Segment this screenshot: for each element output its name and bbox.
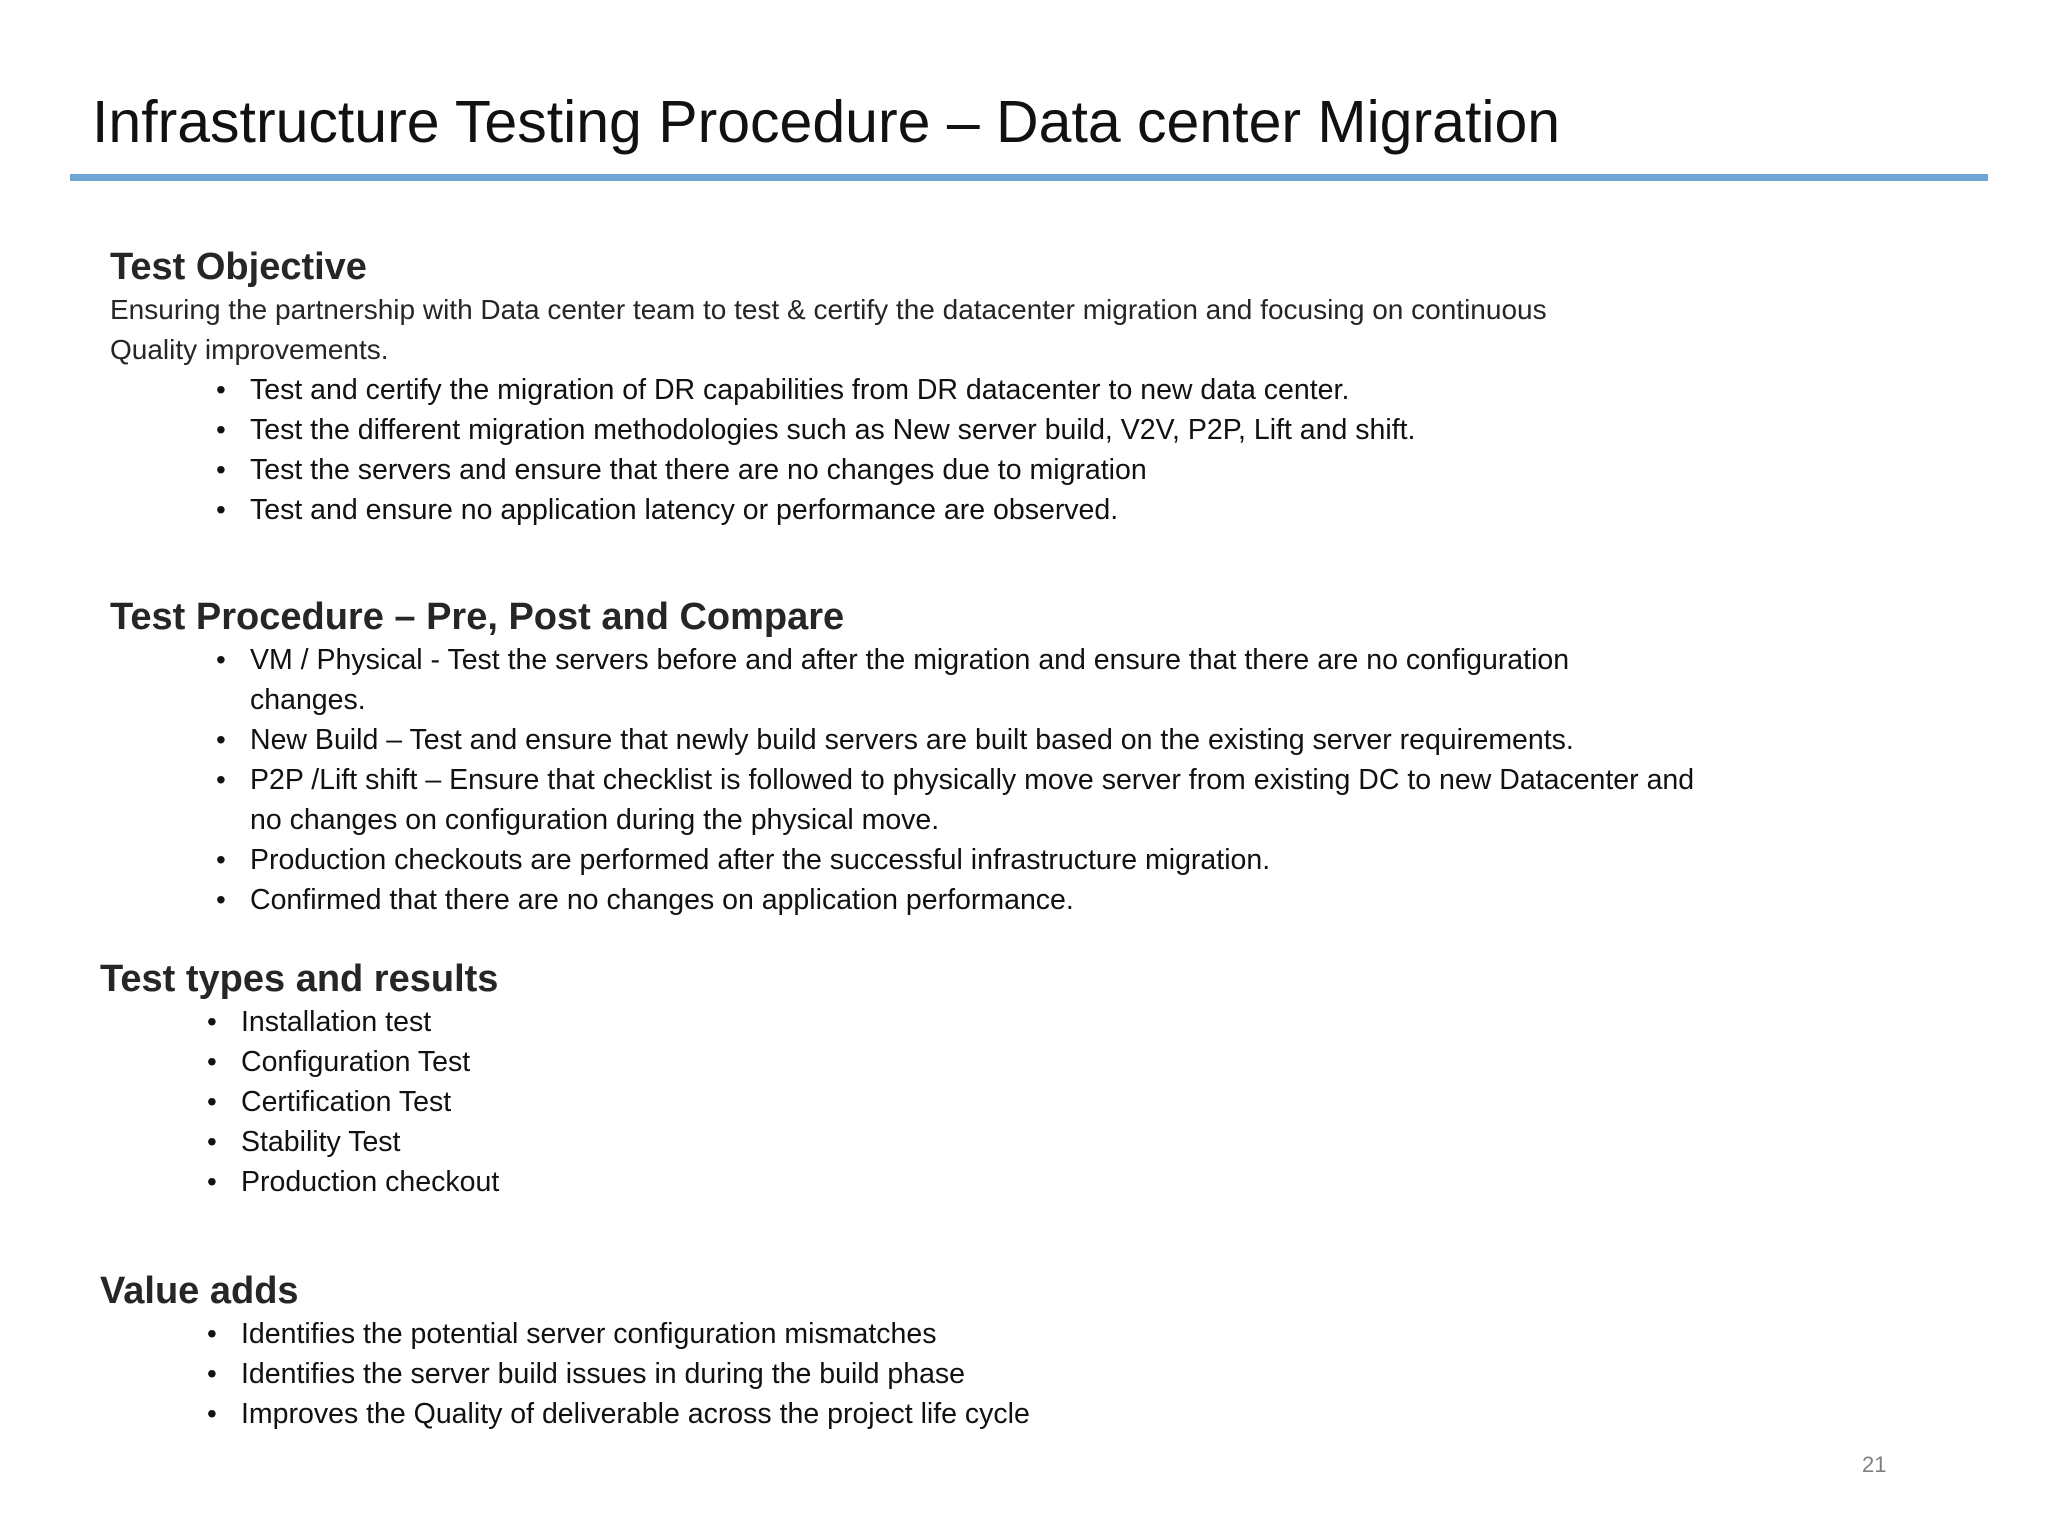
section-test-types xyxy=(100,956,499,1202)
list-item xyxy=(207,1314,1030,1354)
section-heading: Test types and results xyxy=(100,958,499,1000)
bullet-icon: • xyxy=(207,1046,217,1077)
list-item-text: Test the different migration methodologies such as New server build, V2V, P2P, Lift and shift. xyxy=(250,414,1416,446)
section-paragraph xyxy=(110,290,1810,370)
bullet-icon: • xyxy=(207,1398,217,1429)
list-item-text: Installation test xyxy=(241,1006,432,1038)
list-item-text: Confirmed that there are no changes on application performance. xyxy=(250,884,1074,916)
list-item-text: VM / Physical - Test the servers before and after the migration and ensure that there are no configuration xyxy=(250,644,1570,676)
list-item xyxy=(216,410,1810,450)
paragraph-line: Quality improvements. xyxy=(110,334,389,365)
list-item xyxy=(207,1002,499,1042)
bullet-icon: • xyxy=(207,1006,217,1037)
list-item-text: Identifies the server build issues in during the build phase xyxy=(241,1358,966,1390)
list-item-text: Production checkouts are performed after the successful infrastructure migration. xyxy=(250,844,1271,876)
bullet-icon: • xyxy=(207,1318,217,1349)
bullet-icon: • xyxy=(207,1126,217,1157)
list-item xyxy=(216,880,1694,920)
list-item xyxy=(207,1162,500,1202)
page-number: 21 xyxy=(1862,1452,1887,1477)
bullet-icon: • xyxy=(216,884,226,915)
list-item xyxy=(216,450,1810,490)
bullet-icon: • xyxy=(216,764,226,795)
bullet-list xyxy=(207,1002,500,1202)
list-item xyxy=(207,1394,1030,1434)
section-heading: Test Procedure – Pre, Post and Compare xyxy=(110,596,845,638)
list-item xyxy=(207,1122,499,1162)
paragraph-line: Ensuring the partnership with Data center team to test & certify the datacenter migration and focusing on continuous xyxy=(110,294,1547,325)
list-item-text: Identifies the potential server configuration mismatches xyxy=(241,1318,937,1350)
list-item-text: Test the servers and ensure that there are no changes due to migration xyxy=(250,454,1147,486)
list-item xyxy=(216,640,1694,720)
list-item-text: Certification Test xyxy=(241,1086,452,1118)
section-heading: Test Objective xyxy=(110,246,367,288)
bullet-icon: • xyxy=(216,494,226,525)
bullet-list xyxy=(216,640,1695,920)
list-item-text: Configuration Test xyxy=(241,1046,471,1078)
bullet-icon: • xyxy=(207,1086,217,1117)
bullet-icon: • xyxy=(216,374,226,405)
bullet-list xyxy=(207,1314,1030,1434)
list-item xyxy=(207,1042,499,1082)
list-item xyxy=(216,720,1694,760)
list-item xyxy=(216,760,1695,840)
list-item xyxy=(207,1354,1030,1394)
title-underline xyxy=(70,174,1988,181)
bullet-icon: • xyxy=(216,844,226,875)
list-item-text: Test and ensure no application latency or performance are observed. xyxy=(250,494,1119,526)
bullet-icon: • xyxy=(207,1166,217,1197)
bullet-icon: • xyxy=(207,1358,217,1389)
list-item-text: New Build – Test and ensure that newly build servers are built based on the existing server requirements. xyxy=(250,724,1574,756)
list-item xyxy=(216,840,1694,880)
list-item-text: Test and certify the migration of DR capabilities from DR datacenter to new data center. xyxy=(250,374,1350,406)
bullet-icon: • xyxy=(216,414,226,445)
list-item-text: Improves the Quality of deliverable across the project life cycle xyxy=(241,1398,1030,1430)
list-item xyxy=(207,1082,499,1122)
slide-title: Infrastructure Testing Procedure – Data center Migration xyxy=(92,89,1561,155)
section-test-objective xyxy=(110,244,1810,530)
list-item xyxy=(216,370,1810,410)
section-heading: Value adds xyxy=(100,1270,299,1312)
bullet-icon: • xyxy=(216,454,226,485)
list-item-text: P2P /Lift shift – Ensure that checklist is followed to physically move server from existing DC to new Datacenter and xyxy=(250,764,1695,796)
section-test-procedure xyxy=(110,594,1694,920)
list-item-text: Production checkout xyxy=(241,1166,500,1198)
list-item xyxy=(216,490,1810,530)
bullet-icon: • xyxy=(216,724,226,755)
bullet-icon: • xyxy=(216,644,226,675)
section-value-adds xyxy=(100,1268,1030,1434)
bullet-list xyxy=(216,370,1810,530)
list-item-text-continued: changes. xyxy=(250,684,366,716)
list-item-text: Stability Test xyxy=(241,1126,401,1158)
list-item-text-continued: no changes on configuration during the physical move. xyxy=(250,804,940,836)
